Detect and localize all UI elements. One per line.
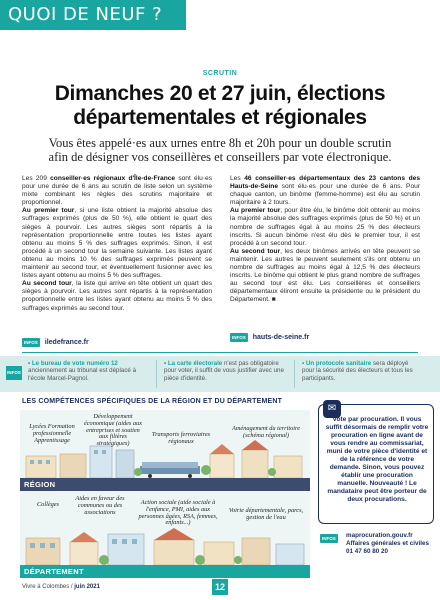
competences-title: LES COMPÉTENCES SPÉCIFIQUES DE LA RÉGION ET DU DÉPARTEMENT	[22, 398, 283, 405]
paragraph	[230, 175, 420, 207]
skill-lycees: Lycées Formation professionnelle Apprentissage	[29, 423, 75, 444]
text-bold: conseiller·es régionaux d'Île-de-France	[50, 175, 176, 182]
notice-body: anciennement au tribunal est déplacé à l'école Marcel-Pagnol.	[28, 367, 137, 382]
infos-icon: INFOS	[322, 536, 336, 541]
section-title: QUOI DE NEUF ?	[8, 4, 163, 25]
footer-publication: Vivre à Colombes / juin 2021	[22, 584, 100, 590]
skill-transports: Transports ferroviaires régionaux	[151, 431, 211, 445]
paragraph	[22, 207, 212, 280]
right-column	[230, 175, 420, 305]
skill-action-sociale: Action sociale (aide sociale à l'enfance, PMI, aides aux personnes âgées, RSA, femmes, enfants...)	[138, 499, 218, 527]
infos-icon: INFOS	[24, 339, 38, 345]
notice-carte	[164, 360, 284, 382]
service-name: Affaires générales et civiles	[346, 539, 429, 547]
skill-colleges: Collèges	[36, 501, 60, 508]
text-run: Les 209	[22, 175, 51, 182]
section-banner	[0, 0, 186, 30]
paragraph	[230, 248, 420, 305]
divider	[156, 360, 157, 388]
publication-name: Vivre à Colombes	[22, 584, 70, 590]
text-bold: Au premier tour	[22, 207, 75, 215]
text-run: sont élu·es pour une durée de 6 ans au scrutin de liste selon un système mixte combinant les règles des scrutins majoritaire et proportionnel.	[22, 175, 212, 207]
text-bold: Au premier tour	[230, 207, 281, 215]
paragraph	[230, 207, 420, 247]
notice-body: sera déployé pour la sécurité des électeurs et tous les participants.	[302, 360, 413, 382]
infos-icon: INFOS	[6, 366, 22, 380]
dept-label: DÉPARTEMENT	[24, 567, 84, 576]
procuration-links	[346, 532, 440, 555]
notice-body: n'est pas obligatoire pour voter, il suffit de vous justifier avec une pièce d'identité.	[164, 360, 284, 382]
notice-bureau	[28, 360, 148, 382]
left-column	[22, 175, 212, 313]
text-run: , la liste qui arrive en tête obtient un quart des sièges à pourvoir. Les autres sont répartis à la représentation proportionnelle entre les listes ayant obtenu au moins 5 % des suffrages exprimés au second tour.	[22, 280, 213, 312]
region-label: RÉGION	[24, 480, 56, 489]
notice-sanitaire	[302, 360, 422, 382]
text-run: sont élu·es pour une durée de 6 ans. Pour chaque canton, un binôme (femme-homme) est élu au scrutin majoritaire à 2 tours.	[230, 183, 420, 207]
paragraph	[22, 175, 212, 207]
skill-amenagement: Aménagement du territoire (schéma régional)	[232, 425, 300, 439]
article-kicker: SCRUTIN	[202, 70, 238, 77]
procuration-link[interactable]: maprocuration.gouv.fr	[346, 532, 413, 539]
infos-icon: INFOS	[232, 334, 246, 340]
skill-aides: Aides en faveur des communes ou des associations	[75, 495, 125, 516]
text-bold: Au second tour	[22, 280, 72, 288]
link-text[interactable]: hauts-de-seine.fr	[252, 333, 310, 341]
article-headline: Dimanches 20 et 27 juin, élections départementales et régionales	[54, 82, 386, 129]
issue-date: juin 2021	[74, 584, 100, 590]
link-text[interactable]: iledefrance.fr	[44, 338, 89, 346]
page-number: 12	[212, 579, 228, 595]
text-run: , pour être élu, le binôme doit obtenir au moins la majorité absolue des suffrages exprimés (plus de 50 %) et un nombre de suffrages égal à au moins 25 % des électeurs inscrits. Si aucun binôme n'est élu dès le premier tour, il est procédé à un second tour.	[230, 207, 421, 247]
link-iledefrance[interactable]	[22, 334, 89, 350]
notice-title: • Le bureau de vote numéro 12	[28, 360, 118, 367]
text-run: Les	[230, 175, 245, 182]
region-band	[20, 478, 310, 491]
text-bold: Au second tour	[230, 247, 281, 255]
text-run: , les deux binômes arrivés en tête peuvent se maintenir. Les autres le peuvent seulement s'ils ont obtenu un nombre de suffrages au moins égal à 12,5 % des électeurs inscrits. Le binôme qui obtient le plus grand nombre de suffrages au second tour est élu. Les conseillères et conseillers départementaux éliront ensuite la présidente ou le président du Département. ■	[230, 247, 421, 304]
article-lead: Vous êtes appelé·es aux urnes entre 8h et 20h pour un double scrutin afin de désigner vos conseillères et conseillers par vote électronique.	[48, 136, 392, 164]
region-buildings	[26, 440, 302, 478]
text-run: , si une liste obtient la majorité absolue des suffrages exprimés (plus de 50 %), elle obtient le quart des sièges à pourvoir. Les autres sièges sont répartis à la représentation proportionnelle entre toutes les listes ayant obtenu au moins 5 % des suffrages exprimés. Sinon, il est procédé à un second tour la semaine suivante. Les listes ayant obtenu au moins 10 % des suffrages exprimés peuvent se maintenir au second tour, et éventuellement fusionner avec les listes ayant obtenu au moins 5 % des suffrages.	[22, 207, 212, 280]
ballot-icon: ✉	[323, 400, 341, 418]
divider	[22, 352, 418, 353]
dept-buildings	[26, 528, 304, 565]
link-hauts-de-seine[interactable]	[230, 329, 309, 345]
notice-title: • La carte électorale	[164, 360, 223, 367]
notice-title: • Un protocole sanitaire	[302, 360, 372, 367]
skill-developpement: Développement économique (aides aux entreprises et soutien aux filières stratégiques)	[83, 413, 143, 448]
paragraph	[22, 280, 212, 312]
phone-number[interactable]: 01 47 60 80 20	[346, 547, 389, 555]
divider	[294, 360, 295, 388]
text-bold: 46 conseiller·es départementaux des 23 cantons des Hauts-de-Seine	[230, 175, 420, 191]
skill-voirie: Voirie départementale, parcs, gestion de l'eau	[228, 507, 304, 521]
procuration-text: Vote par procuration. Il vous suffit désormais de remplir votre procuration en ligne avant de vous rendre au commissariat, muni de votre pièce d'identité et de la référence de votre demande. Sinon, vous pouvez établir une procuration manuelle. Nouveauté ! Le mandataire peut être porteur de deux procurations.	[325, 416, 429, 503]
